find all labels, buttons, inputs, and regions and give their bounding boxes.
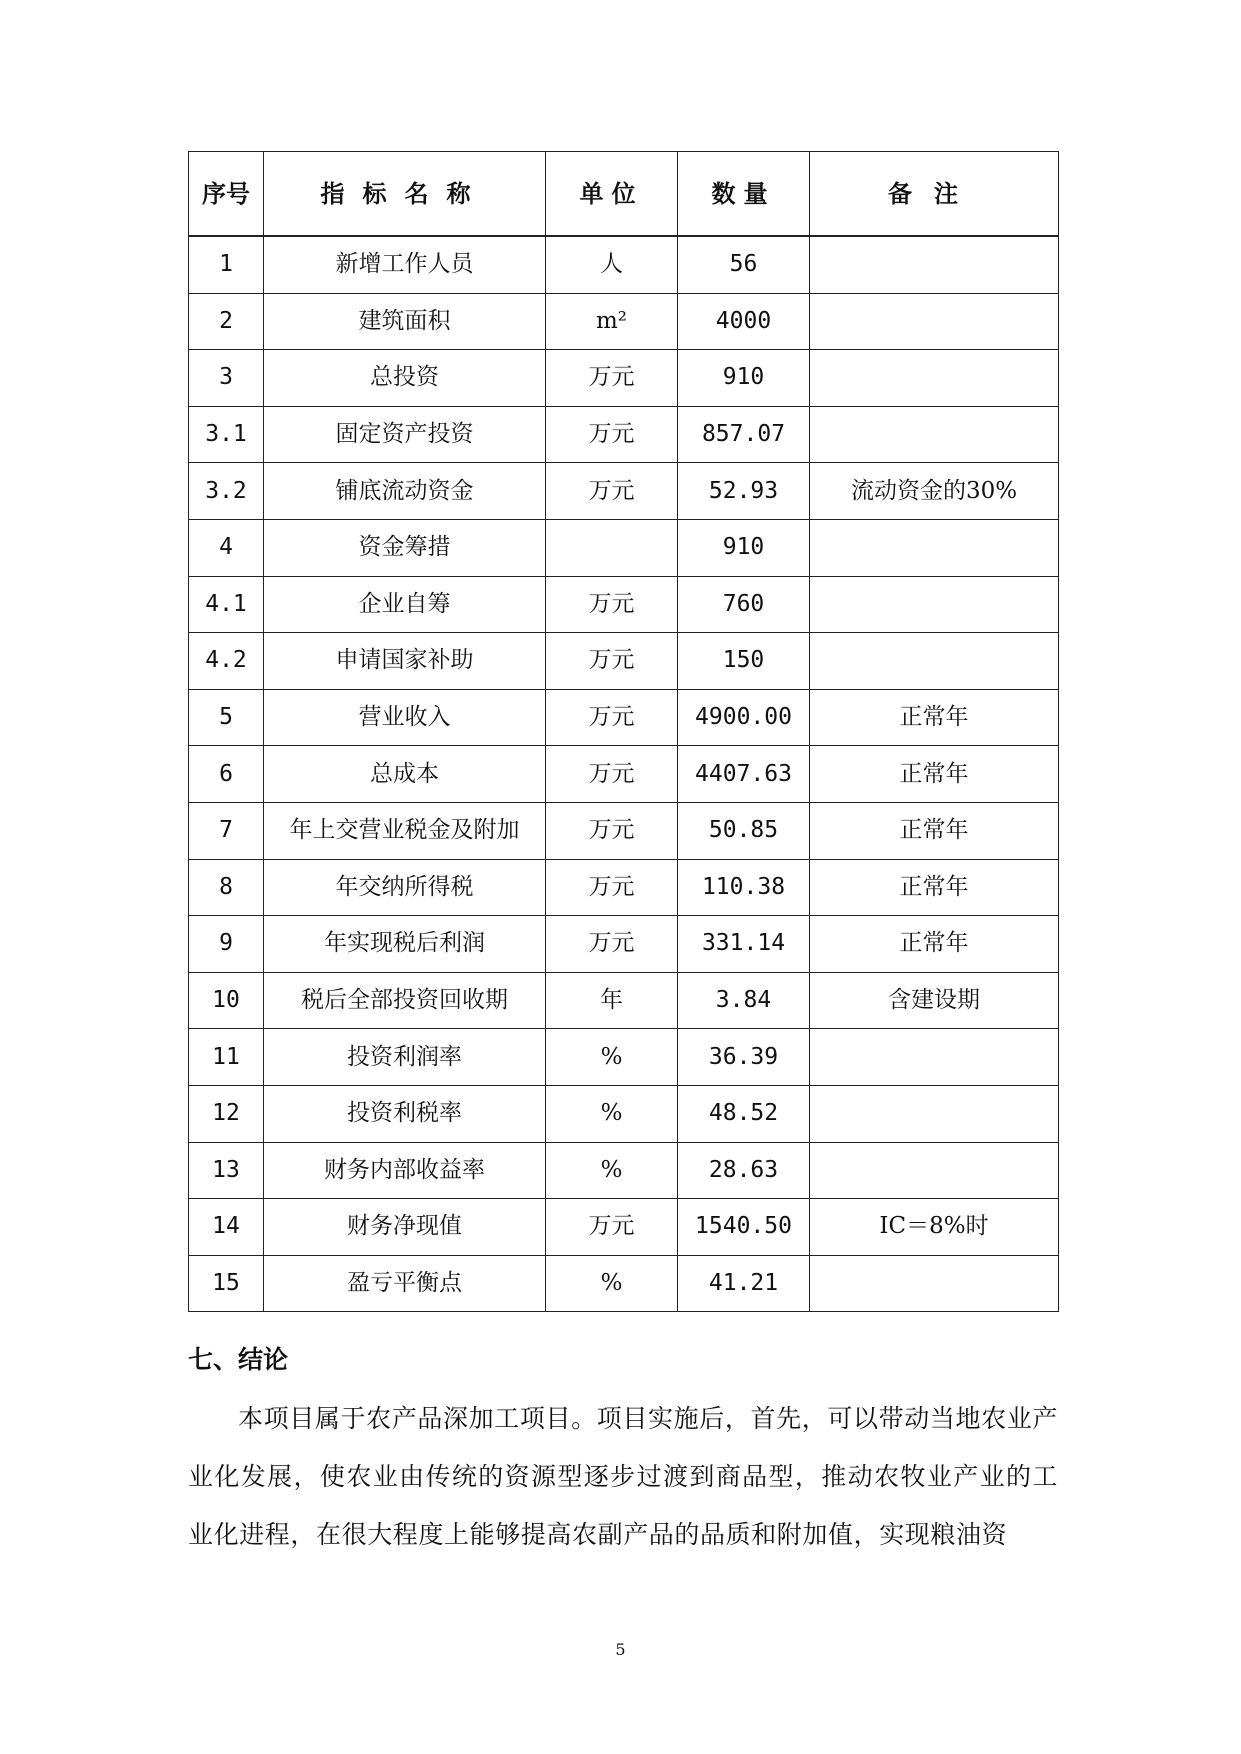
cell-seq: 13 — [189, 1142, 264, 1199]
cell-note: 含建设期 — [810, 972, 1059, 1029]
cell-name: 税后全部投资回收期 — [264, 972, 546, 1029]
cell-unit: 万元 — [546, 406, 678, 463]
cell-unit: 万元 — [546, 802, 678, 859]
cell-note: 正常年 — [810, 689, 1059, 746]
cell-seq: 6 — [189, 746, 264, 803]
table-row — [189, 350, 1059, 407]
cell-name: 建筑面积 — [264, 293, 546, 350]
cell-seq: 11 — [189, 1029, 264, 1086]
table-row — [189, 633, 1059, 690]
cell-qty: 3.84 — [678, 972, 810, 1029]
cell-qty: 150 — [678, 633, 810, 690]
cell-name: 年实现税后利润 — [264, 916, 546, 973]
table-row — [189, 1085, 1059, 1142]
cell-qty: 36.39 — [678, 1029, 810, 1086]
cell-name: 财务净现值 — [264, 1199, 546, 1256]
body-paragraph: 本项目属于农产品深加工项目。项目实施后，首先，可以带动当地农业产业化发展，使农业由传统的资源型逐步过渡到商品型，推动农牧业产业的工业化进程，在很大程度上能够提高农副产品的品质和附加值，实现粮油资 — [188, 1404, 1058, 1549]
cell-note — [810, 236, 1059, 293]
cell-unit — [546, 519, 678, 576]
cell-seq: 10 — [189, 972, 264, 1029]
cell-unit: 万元 — [546, 350, 678, 407]
cell-seq: 7 — [189, 802, 264, 859]
cell-name: 年交纳所得税 — [264, 859, 546, 916]
header-unit: 单位 — [546, 152, 678, 237]
cell-seq: 3.1 — [189, 406, 264, 463]
cell-seq: 12 — [189, 1085, 264, 1142]
table-row — [189, 1029, 1059, 1086]
table-row — [189, 236, 1059, 293]
cell-name: 铺底流动资金 — [264, 463, 546, 520]
cell-qty: 331.14 — [678, 916, 810, 973]
cell-name: 营业收入 — [264, 689, 546, 746]
cell-name: 盈亏平衡点 — [264, 1255, 546, 1312]
cell-note: 正常年 — [810, 859, 1059, 916]
cell-unit: 万元 — [546, 859, 678, 916]
table-row — [189, 576, 1059, 633]
cell-qty: 48.52 — [678, 1085, 810, 1142]
table-row — [189, 859, 1059, 916]
cell-seq: 4.1 — [189, 576, 264, 633]
table-row — [189, 293, 1059, 350]
cell-note — [810, 1085, 1059, 1142]
cell-qty: 760 — [678, 576, 810, 633]
page-number: 5 — [615, 1640, 626, 1659]
table-row — [189, 802, 1059, 859]
cell-note — [810, 519, 1059, 576]
cell-qty: 910 — [678, 350, 810, 407]
cell-seq: 8 — [189, 859, 264, 916]
cell-seq: 1 — [189, 236, 264, 293]
cell-name: 财务内部收益率 — [264, 1142, 546, 1199]
header-note: 备注 — [810, 152, 1059, 237]
cell-seq: 2 — [189, 293, 264, 350]
cell-qty: 1540.50 — [678, 1199, 810, 1256]
cell-unit: 万元 — [546, 576, 678, 633]
table-row — [189, 972, 1059, 1029]
cell-unit: m² — [546, 293, 678, 350]
cell-unit: 年 — [546, 972, 678, 1029]
cell-unit: 人 — [546, 236, 678, 293]
cell-name: 固定资产投资 — [264, 406, 546, 463]
cell-qty: 110.38 — [678, 859, 810, 916]
cell-note: 正常年 — [810, 746, 1059, 803]
cell-unit: 万元 — [546, 1199, 678, 1256]
table-row — [189, 519, 1059, 576]
header-seq: 序号 — [189, 152, 264, 237]
cell-qty: 41.21 — [678, 1255, 810, 1312]
cell-name: 总成本 — [264, 746, 546, 803]
cell-qty: 50.85 — [678, 802, 810, 859]
cell-name: 投资利润率 — [264, 1029, 546, 1086]
section-heading: 七、结论 — [188, 1345, 289, 1374]
cell-seq: 5 — [189, 689, 264, 746]
table-row — [189, 463, 1059, 520]
table-row — [189, 406, 1059, 463]
table-row — [189, 1142, 1059, 1199]
cell-note — [810, 293, 1059, 350]
cell-note — [810, 633, 1059, 690]
table-row — [189, 689, 1059, 746]
cell-name: 新增工作人员 — [264, 236, 546, 293]
cell-qty: 4000 — [678, 293, 810, 350]
cell-qty: 4900.00 — [678, 689, 810, 746]
cell-name: 企业自筹 — [264, 576, 546, 633]
cell-note: IC＝8%时 — [810, 1199, 1059, 1256]
cell-note: 流动资金的30% — [810, 463, 1059, 520]
cell-qty: 857.07 — [678, 406, 810, 463]
header-name: 指标名称 — [264, 152, 546, 237]
cell-seq: 15 — [189, 1255, 264, 1312]
cell-qty: 56 — [678, 236, 810, 293]
cell-note: 正常年 — [810, 916, 1059, 973]
cell-seq: 14 — [189, 1199, 264, 1256]
table-row — [189, 1255, 1059, 1312]
cell-name: 申请国家补助 — [264, 633, 546, 690]
table-header-row — [189, 152, 1059, 237]
cell-unit: 万元 — [546, 463, 678, 520]
cell-name: 投资利税率 — [264, 1085, 546, 1142]
indicator-table — [188, 151, 1059, 1312]
cell-note — [810, 1142, 1059, 1199]
table-row — [189, 746, 1059, 803]
cell-name: 年上交营业税金及附加 — [264, 802, 546, 859]
cell-unit: % — [546, 1255, 678, 1312]
cell-note — [810, 576, 1059, 633]
cell-seq: 9 — [189, 916, 264, 973]
cell-unit: 万元 — [546, 689, 678, 746]
cell-unit: 万元 — [546, 633, 678, 690]
cell-unit: % — [546, 1085, 678, 1142]
cell-seq: 4 — [189, 519, 264, 576]
cell-note: 正常年 — [810, 802, 1059, 859]
table-row — [189, 1199, 1059, 1256]
table-row — [189, 916, 1059, 973]
cell-note — [810, 406, 1059, 463]
cell-unit: 万元 — [546, 916, 678, 973]
cell-unit: % — [546, 1029, 678, 1086]
table-body — [189, 236, 1059, 1312]
cell-name: 总投资 — [264, 350, 546, 407]
cell-name: 资金筹措 — [264, 519, 546, 576]
cell-qty: 28.63 — [678, 1142, 810, 1199]
cell-note — [810, 350, 1059, 407]
cell-seq: 3.2 — [189, 463, 264, 520]
cell-unit: % — [546, 1142, 678, 1199]
header-qty: 数量 — [678, 152, 810, 237]
cell-qty: 910 — [678, 519, 810, 576]
cell-note — [810, 1255, 1059, 1312]
cell-note — [810, 1029, 1059, 1086]
cell-qty: 52.93 — [678, 463, 810, 520]
cell-unit: 万元 — [546, 746, 678, 803]
cell-qty: 4407.63 — [678, 746, 810, 803]
cell-seq: 4.2 — [189, 633, 264, 690]
cell-seq: 3 — [189, 350, 264, 407]
